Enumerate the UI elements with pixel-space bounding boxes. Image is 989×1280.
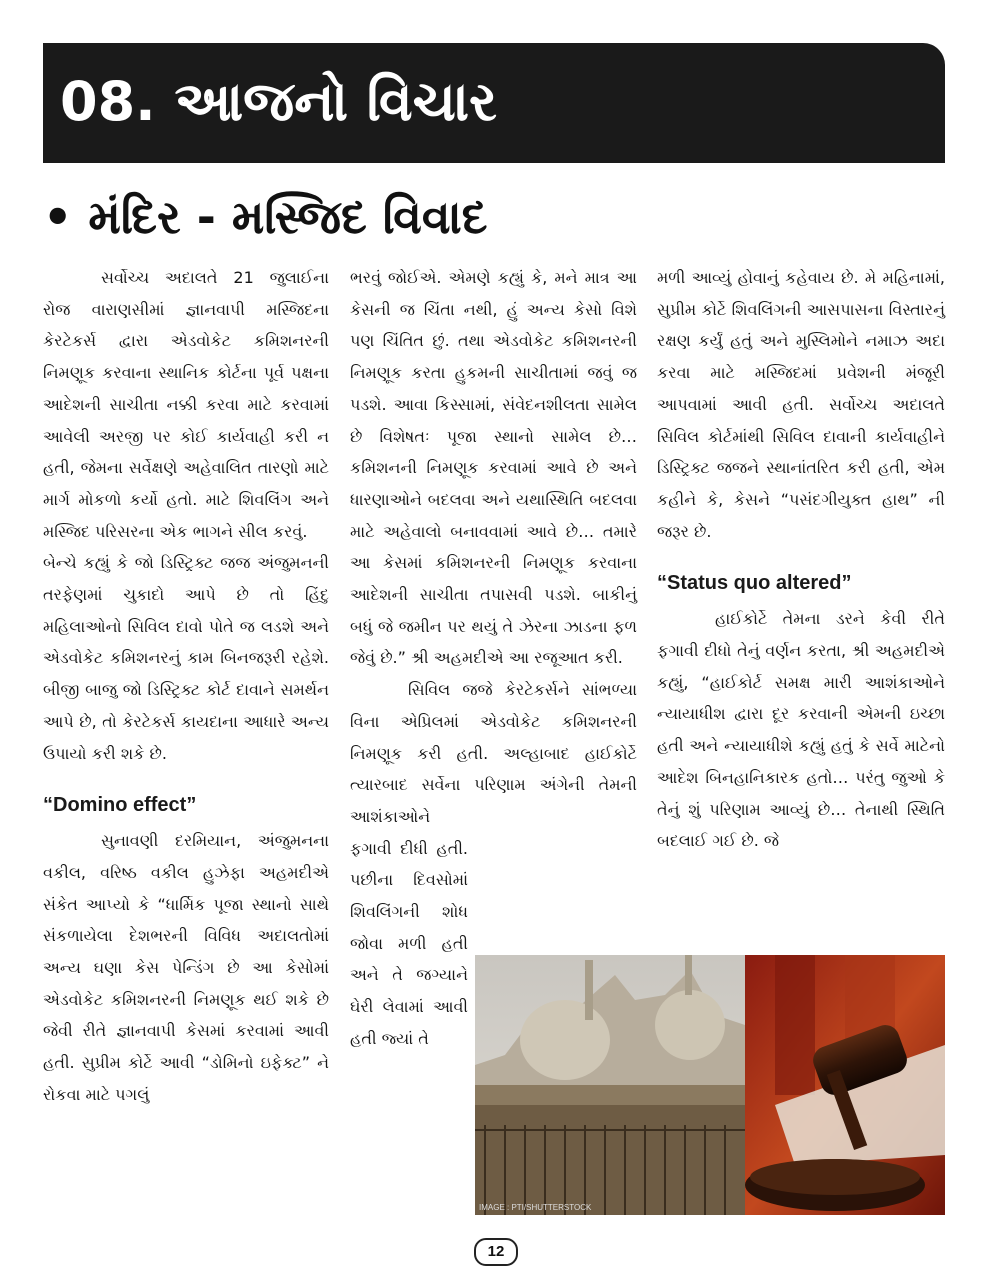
article-photo: [475, 955, 945, 1215]
paragraph: સર્વોચ્ચ અદાલતે 21 જુલાઈના રોજ વારાણસીમાં જ્ઞાનવાપી મસ્જિદના કેરટેકર્સ દ્વારા એડવોકેટ કમિશનરની નિમણૂક કરવાના સ્થાનિક કોર્ટના પૂર્વ પક્ષના આદેશની સાચીતા નક્કી કરવા માટે કરવામાં આવેલી અરજી પર કોઈ કાર્યવાહી કરી ન હતી, જેમના સર્વેક્ષણે અહેવાલિત તારણો માટે માર્ગ મોકળો કર્યો હતો. માટે શિવલિંગ અને મસ્જિદ પરિસરના એક ભાગને સીલ કરવું.: [43, 268, 329, 541]
paragraph: સિવિલ જજે કેરટેકર્સને સાંભળ્યા વિના એપ્રિલમાં એડવોકેટ કમિશનરની નિમણૂક કરી હતી. અલ્હાબાદ હાઈકોર્ટે ત્યારબાદ સર્વેના પરિણામ અંગેની તેમની આશંકાઓને: [350, 680, 637, 826]
paragraph: ભરવું જોઈએ. એમણે કહ્યું કે, મને માત્ર આ કેસની જ ચિંતા નથી, હું અન્ય કેસો વિશે પણ ચિંતિત છું. તથા એડવોકેટ કમિશનરની નિમણૂક કરતા હુકમની સાચીતામાં જવું જ પડશે. આવા કિસ્સામાં, સંવેદનશીલતા સામેલ છે વિશેષતઃ પૂજા સ્થાનો સામેલ છે… કમિશનની નિમણૂક કરવામાં આવે છે અને ધારણાઓને બદલવા અને યથાસ્થિતિ બદલવા માટે અહેવાલો બનાવવામાં આવે છે… તમારે આ કેસમાં કમિશનરની નિમણૂક કરવાના આદેશની સાચીતા તપાસવી પડશે. બાકીનું બધું જે જમીન પર થયું તે ઝેરના ઝાડના ફળ જેવું છે.” શ્રી અહમદીએ આ રજૂઆત કરી.: [350, 268, 637, 668]
paragraph: સુનાવણી દરમિયાન, અંજુમનના વકીલ, વરિષ્ઠ વકીલ હુઝેફા અહમદીએ સંકેત આપ્યો કે “ધાર્મિક પૂજા સ્થાનો સાથે સંકળાયેલા દેશભરની વિવિધ અદાલતોમાં અન્ય ઘણા કેસ પેન્ડિંગ છે આ કેસોમાં એડવોકેટ કમિશનરની નિમણૂક થઈ શકે છે જેવી રીતે જ્ઞાનવાપી કેસમાં કરવામાં આવી હતી. સુપ્રીમ કોર્ટે આવી “ડોમિનો ઇફેક્ટ” ને રોકવા માટે પગલું: [43, 831, 329, 1104]
article-column-1: [43, 262, 329, 1111]
paragraph: મળી આવ્યું હોવાનું કહેવાય છે. મે મહિનામાં, સુપ્રીમ કોર્ટે શિવલિંગની આસપાસના વિસ્તારનું રક્ષણ કર્યું હતું અને મુસ્લિમોને નમાઝ અદા કરવા માટે મસ્જિદમાં પ્રવેશની મંજૂરી આપવામાં આવી હતી. સર્વોચ્ચ અદાલતે સિવિલ કોર્ટમાંથી સિવિલ દાવાની કાર્યવાહીને ડિસ્ટ્રિક્ટ જજને સ્થાનાંતરિત કરી હતી, એમ કહીને કે, કેસને “પસંદગીયુક્ત હાથ” ની જરૂર છે.: [657, 268, 945, 541]
article-column-2: [350, 262, 637, 1055]
photo-credit: IMAGE : PTI/SHUTTERSTOCK: [479, 1203, 592, 1212]
section-title: 08. આજનો વિચાર: [60, 70, 497, 133]
page-number: 12: [474, 1238, 518, 1266]
subheading-domino-effect: “Domino effect”: [43, 794, 197, 817]
article-column-3: [657, 262, 945, 857]
subheading-status-quo-altered: “Status quo altered”: [657, 572, 852, 595]
paragraph: બેન્ચે કહ્યું કે જો ડિસ્ટ્રિક્ટ જજ અંજુમનની તરફેણમાં ચુકાદો આપે છે તો હિંદુ મહિલાઓનો સિવિલ દાવો પોતે જ લડશે અને એડવોકેટ કમિશનરનું કામ બિનજરૂરી રહેશે. બીજી બાજુ જો ડિસ્ટ્રિક્ટ કોર્ટ દાવાને સમર્થન આપે છે, તો કેરટેકર્સ કાયદાના આધારે અન્ય ઉપાયો કરી શકે છે.: [43, 553, 329, 763]
paragraph: હાઈકોર્ટે તેમના ડરને કેવી રીતે ફગાવી દીધો તેનું વર્ણન કરતા, શ્રી અહમદીએ કહ્યું, “હાઈકોર્ટ સમક્ષ મારી આશંકાઓને ન્યાયાધીશ દ્વારા દૂર કરવાની એમની ઇચ્છા હતી અને ન્યાયાધીશે કહ્યું હતું કે સર્વે માટેનો આદેશ બિનહાનિકારક હતો… પરંતુ જુઓ કે તેનું શું પરિણામ આવ્યું છે… તેનાથી સ્થિતિ બદલાઈ ગઈ છે. જે: [657, 609, 945, 851]
article-headline: • મંદિર - મસ્જિદ વિવાદ: [43, 190, 488, 244]
mosque-and-gavel-image: [475, 955, 945, 1215]
paragraph-beside-photo: ફગાવી દીધી હતી. પછીના દિવસોમાં શિવલિંગની શોધ જોવા મળી હતી અને તે જગ્યાને ઘેરી લેવામાં આવી હતી જ્યાં તે: [350, 838, 468, 1048]
